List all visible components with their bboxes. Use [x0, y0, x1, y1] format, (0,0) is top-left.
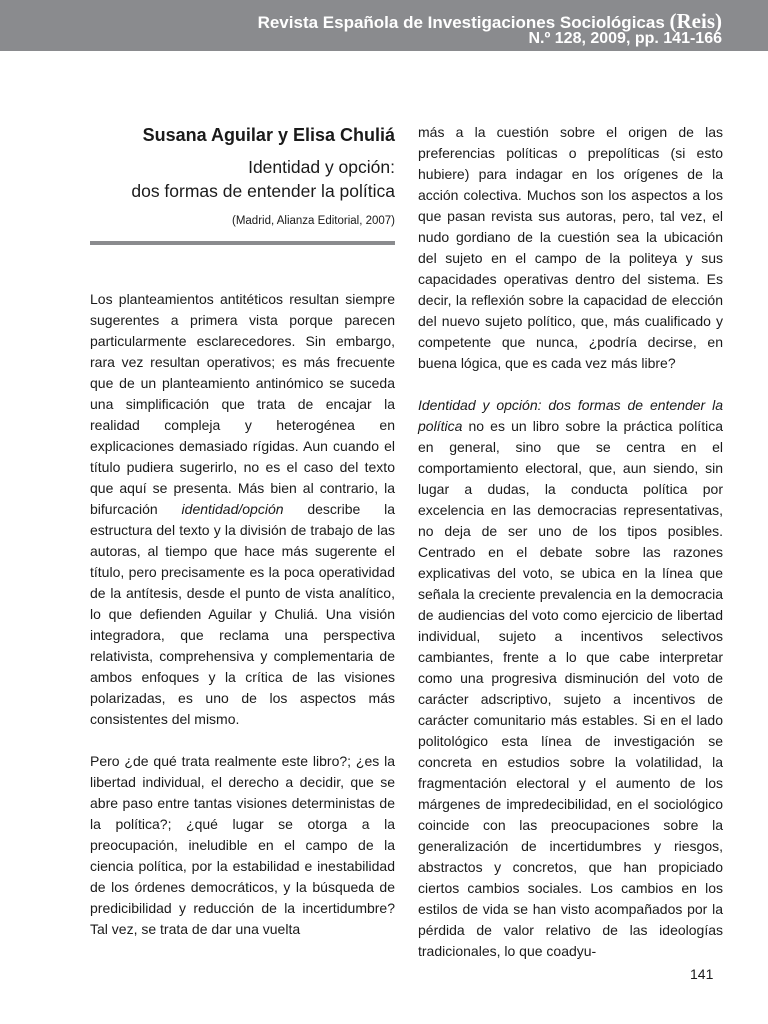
paragraph: Pero ¿de qué trata realmente este libro?; ¿es la libertad individual, el derecho a decidir, que se abre paso entre tantas visiones deterministas de la política?; ¿qué lugar se otorga a la preocupación, ineludible en el campo de la ciencia política, por la estabilidad e inestabilidad de los órdenes democráticos, y la búsqueda de predicibilidad y reducción de la incertidumbre? Tal vez, se trata de dar una vuelta [90, 753, 395, 937]
book-title [90, 155, 395, 203]
review-title-block [90, 123, 395, 227]
publisher-info: (Madrid, Alianza Editorial, 2007) [232, 215, 395, 227]
right-column [418, 122, 723, 962]
title-divider [90, 241, 395, 245]
left-column [90, 289, 395, 940]
emphasis: Identidad y opción: dos formas de entender la política [418, 397, 723, 434]
journal-abbrev: (Reis) [669, 9, 722, 33]
journal-header [0, 0, 768, 51]
page-number: 141 [690, 966, 714, 982]
paragraph: Los planteamientos antitéticos resultan siempre sugerentes a primera vista porque parecen particularmente esclarecedores. Sin embargo, rara vez resultan operativos; es más frecuente que de un planteamiento antinómico se suceda una simplificación que trata de encajar la realidad compleja y heterogénea en explicaciones demasiado rígidas. Aun cuando el título pudiera sugerirlo, no es el caso del texto que aquí se presenta. Más bien al contrario, la bifurcación identidad/opción describe la estructura del texto y la división de trabajo de las autoras, al tiempo que hace más sugerente el título, pero precisamente es la poca operatividad de la antítesis, desde el punto de vista analítico, lo que defienden Aguilar y Chuliá. Una visión integradora, que reclama una perspectiva relativista, comprehensiva y complementaria de ambos enfoques y la crítica de las visiones polarizadas, es uno de los aspectos más consistentes del mismo. [90, 291, 396, 727]
paragraph: más a la cuestión sobre el origen de las preferencias políticas o prepolíticas (si esto hubiere) para indagar en los orígenes de la acción colectiva. Muchos son los aspectos a los que pasan revista sus autoras, pero, tal vez, el nudo gordiano de la cuestión sea la ubicación del sujeto en el campo de la politeya y sus capacidades operativas dentro del sistema. Es decir, la reflexión sobre la capacidad de elección del nuevo sujeto político, que, más cualificado y competente que nunca, ¿podría decirse, en buena lógica, que es cada vez más libre? [418, 124, 723, 371]
book-authors: Susana Aguilar y Elisa Chuliá [142, 125, 395, 145]
issue-info: N.º 128, 2009, pp. 141-166 [528, 30, 722, 47]
paragraph: Identidad y opción: dos formas de entender la política no es un libro sobre la práctica política en general, sino que se centra en el comportamiento electoral, que, aun siendo, sin lugar a dudas, la conducta política por excelencia en las democracias representativas, no deja de ser uno de los tipos posibles. Centrado en el debate sobre las razones explicativas del voto, se ubica en la línea que señala la creciente prevalencia en la democracia de audiencias del voto como ejercicio de libertad individual, sujeto a incentivos selectivos cambiantes, frente a lo que cabe interpretar como una progresiva disminución del voto de carácter adscriptivo, sujeto a incentivos de carácter comunitario más estables. Si en el lado politológico esta línea de investigación se concreta en estudios sobre la volatilidad, la fragmentación electoral y el aumento de los márgenes de impredecibilidad, en el sociológico coincide con las preocupaciones sobre la generalización de incertidumbres y riesgos, abstractos y concretos, que han propiciado ciertos cambios sociales. Los cambios en los estilos de vida se han visto acompañados por la pérdida de valor relativo de las ideologías tradicionales, lo que coadyu- [418, 397, 723, 959]
book-title-line1: Identidad y opción: [248, 157, 395, 177]
book-title-line2: dos formas de entender la política [131, 181, 395, 201]
journal-name: Revista Española de Investigaciones Sociológicas [257, 13, 665, 32]
emphasis: identidad/opción [181, 501, 284, 517]
